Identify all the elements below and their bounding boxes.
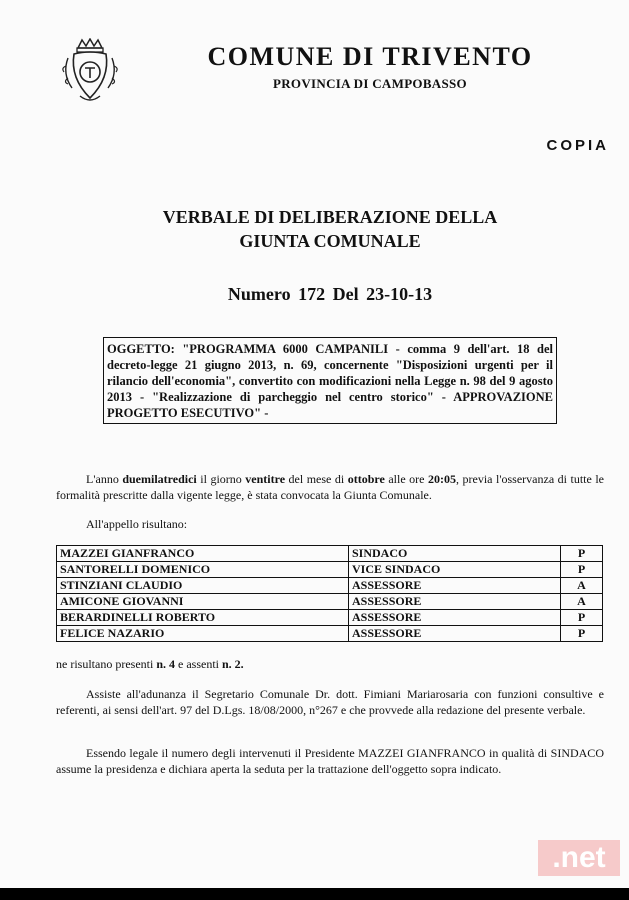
attendance-text-2: e assenti xyxy=(175,657,222,671)
member-name: STINZIANI CLAUDIO xyxy=(57,578,349,594)
member-status: A xyxy=(561,594,603,610)
deliberation-number xyxy=(100,284,560,305)
municipality-title: COMUNE DI TRIVENTO xyxy=(207,42,533,71)
member-name: SANTORELLI DOMENICO xyxy=(57,562,349,578)
member-name: FELICE NAZARIO xyxy=(57,626,349,642)
date-label: Del xyxy=(332,284,359,304)
document-title xyxy=(100,205,560,253)
roll-call-table xyxy=(56,545,603,642)
member-role: ASSESSORE xyxy=(349,610,561,626)
member-role: ASSESSORE xyxy=(349,578,561,594)
member-name: BERARDINELLI ROBERTO xyxy=(57,610,349,626)
attendance-text-1: ne risultano presenti xyxy=(56,657,157,671)
intro-text-1: L'anno xyxy=(86,472,123,486)
province-subtitle: PROVINCIA DI CAMPOBASSO xyxy=(273,76,467,91)
member-status: A xyxy=(561,578,603,594)
member-role: SINDACO xyxy=(349,546,561,562)
date-value: 23-10-13 xyxy=(366,284,433,304)
intro-text-2: il giorno xyxy=(196,472,246,486)
intro-text-4: alle ore xyxy=(384,472,429,486)
table-row xyxy=(57,610,603,626)
intro-text-3: del mese di xyxy=(285,472,348,486)
intro-month: ottobre xyxy=(347,472,385,486)
member-status: P xyxy=(561,610,603,626)
document-title-line-1: VERBALE DI DELIBERAZIONE DELLA xyxy=(162,207,498,227)
table-row xyxy=(57,626,603,642)
member-role: VICE SINDACO xyxy=(349,562,561,578)
quorum-paragraph xyxy=(56,745,604,777)
number-value: 172 xyxy=(298,284,326,304)
intro-text-5: , previa l'osservanza di tutte le formalità prescritte dalla vigente legge, è stata convocata la Giunta Comunale. xyxy=(56,472,604,502)
municipal-crest-icon xyxy=(60,38,120,106)
member-role: ASSESSORE xyxy=(349,594,561,610)
quorum-text-2: in qualità di SINDACO assume la presidenza e dichiara aperta la seduta per la trattazione dell'oggetto sopra indicato. xyxy=(56,746,604,776)
present-count: n. 4 xyxy=(156,657,175,671)
member-status: P xyxy=(561,562,603,578)
member-role: ASSESSORE xyxy=(349,626,561,642)
table-row xyxy=(57,594,603,610)
member-name: AMICONE GIOVANNI xyxy=(57,594,349,610)
intro-time: 20:05 xyxy=(428,472,457,486)
intro-paragraph xyxy=(56,471,604,503)
quorum-text-1: Essendo legale il numero degli intervenuti il Presidente xyxy=(86,746,359,760)
intro-year: duemilatredici xyxy=(122,472,197,486)
table-row xyxy=(57,578,603,594)
table-row xyxy=(57,546,603,562)
table-row xyxy=(57,562,603,578)
member-status: P xyxy=(561,546,603,562)
absent-count: n. 2. xyxy=(222,657,244,671)
member-status: P xyxy=(561,626,603,642)
president-name: MAZZEI GIANFRANCO xyxy=(358,746,486,760)
site-watermark: .net xyxy=(538,840,620,876)
member-name: MAZZEI GIANFRANCO xyxy=(57,546,349,562)
roll-call-intro: All'appello risultano: xyxy=(86,517,188,531)
intro-day: ventitre xyxy=(245,472,286,486)
number-label: Numero xyxy=(227,284,291,304)
attendance-summary xyxy=(56,656,604,672)
bottom-edge xyxy=(0,888,629,900)
document-title-line-2: GIUNTA COMUNALE xyxy=(239,231,421,251)
secretary-paragraph: Assiste all'adunanza il Segretario Comunale Dr. dott. Fimiani Mariarosaria con funzioni consultive e referenti, ai sensi dell'art. 97 del D.Lgs. 18/08/2000, n°267 e che provvede alla redazione del presente verbale. xyxy=(56,687,604,717)
copy-stamp: COPIA xyxy=(546,137,609,154)
subject-box: OGGETTO: "PROGRAMMA 6000 CAMPANILI - comma 9 dell'art. 18 del decreto-legge 21 giugno 2013, n. 69, concernente "Disposizioni urgenti per il rilancio dell'economia", convertito con modificazioni nella Legge n. 98 del 9 agosto 2013 - "Realizzazione di parcheggio nel centro storico" - APPROVAZIONE PROGETTO ESECUTIVO" - xyxy=(103,337,557,424)
